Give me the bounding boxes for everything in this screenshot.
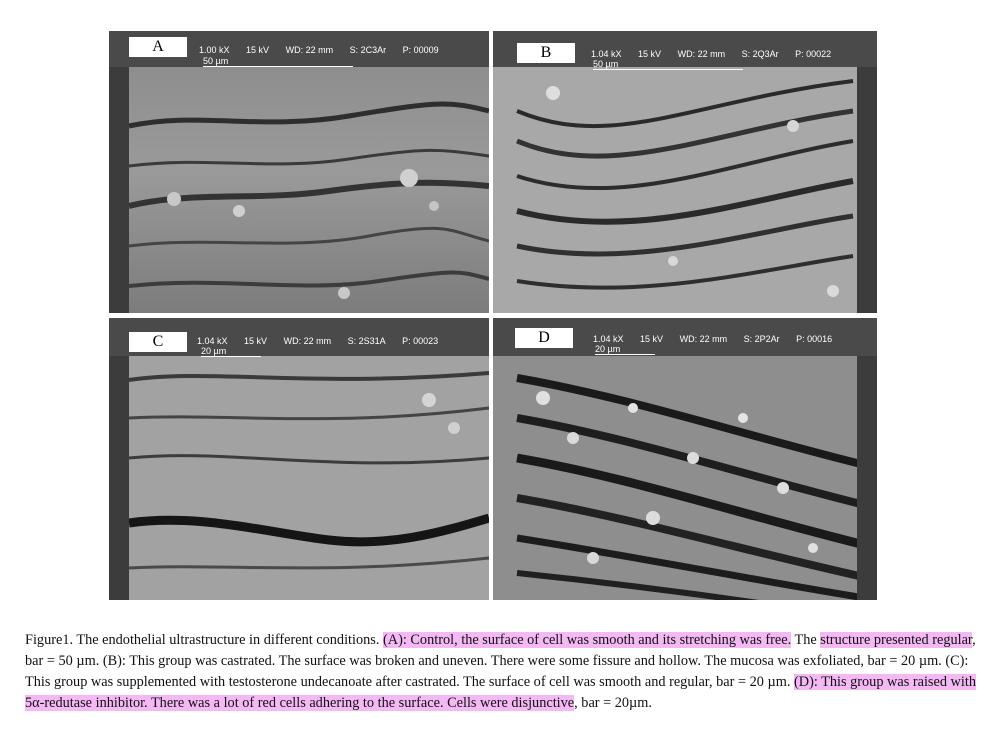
panel-letter: B xyxy=(517,43,575,63)
working-distance: WD: 22 mm xyxy=(283,336,332,346)
photo-id: P: 00009 xyxy=(402,45,439,55)
scale-label: 50 µm xyxy=(203,56,229,66)
voltage: 15 kV xyxy=(640,334,664,344)
scale-label: 20 µm xyxy=(595,344,621,354)
scan-info xyxy=(199,45,483,55)
micrograph-panel-c xyxy=(109,318,489,600)
scale-bar xyxy=(595,354,655,355)
caption-highlight-a: (A): Control, the surface of cell was smooth and its stretching was free. xyxy=(383,632,792,648)
voltage: 15 kV xyxy=(638,49,662,59)
scale-bar xyxy=(593,69,743,70)
micrograph-d-image xyxy=(493,318,877,600)
figure-grid xyxy=(109,31,877,600)
working-distance: WD: 22 mm xyxy=(677,49,726,59)
micrograph-a-image xyxy=(109,31,489,313)
panel-letter: A xyxy=(129,37,187,57)
panel-border-right xyxy=(857,31,877,313)
voltage: 15 kV xyxy=(244,336,268,346)
micrograph-panel-d xyxy=(493,318,877,600)
photo-id: P: 00023 xyxy=(402,336,439,346)
micrograph-panel-b xyxy=(493,31,877,313)
caption-intro: Figure1. The endothelial ultrastructure in different conditions. xyxy=(25,632,383,648)
magnification: 1.00 kX xyxy=(199,45,230,55)
micrograph-c-image xyxy=(109,318,489,600)
sample-id: S: 2P2Ar xyxy=(743,334,780,344)
scan-info xyxy=(197,336,483,346)
micrograph-b-image xyxy=(493,31,877,313)
magnification: 1.04 kX xyxy=(197,336,228,346)
magnification: 1.04 kX xyxy=(591,49,622,59)
caption-text: The xyxy=(791,632,821,648)
photo-id: P: 00022 xyxy=(795,49,832,59)
scan-info xyxy=(593,334,871,344)
figure-caption xyxy=(25,630,980,714)
scale-label: 50 µm xyxy=(593,59,619,69)
sample-id: S: 2Q3Ar xyxy=(741,49,779,59)
panel-border-right xyxy=(857,318,877,600)
working-distance: WD: 22 mm xyxy=(285,45,334,55)
scan-info xyxy=(591,49,871,59)
scale-bar xyxy=(201,356,261,357)
sample-id: S: 2S31A xyxy=(347,336,386,346)
panel-letter: D xyxy=(515,328,573,348)
caption-text-bc: , bar = 50 µm. (B): This group was castrated. The surface was broken and uneven. There were some fissure and hollow. The mucosa was exfoliated, bar = 20 µm. (C): This group was supplemented with testosterone undecanoate after castrated. The surface of cell was smooth and regular, bar = 20 µm. xyxy=(25,632,976,690)
caption-highlight-structure: structure presented regular xyxy=(820,632,973,648)
sample-id: S: 2C3Ar xyxy=(349,45,387,55)
scale-bar xyxy=(203,66,353,67)
panel-letter: C xyxy=(129,332,187,352)
caption-highlight-d: (D): This group was raised with 5α-redutase inhibitor. There was a lot of red cells adhering to the surface. Cells were disjunctive xyxy=(25,674,976,711)
micrograph-panel-a xyxy=(109,31,489,313)
photo-id: P: 00016 xyxy=(796,334,833,344)
magnification: 1.04 kX xyxy=(593,334,624,344)
working-distance: WD: 22 mm xyxy=(679,334,728,344)
panel-border-left xyxy=(109,31,129,313)
caption-text-end: , bar = 20µm. xyxy=(574,695,652,711)
panel-border-left xyxy=(109,318,129,600)
voltage: 15 kV xyxy=(246,45,270,55)
scale-label: 20 µm xyxy=(201,346,227,356)
